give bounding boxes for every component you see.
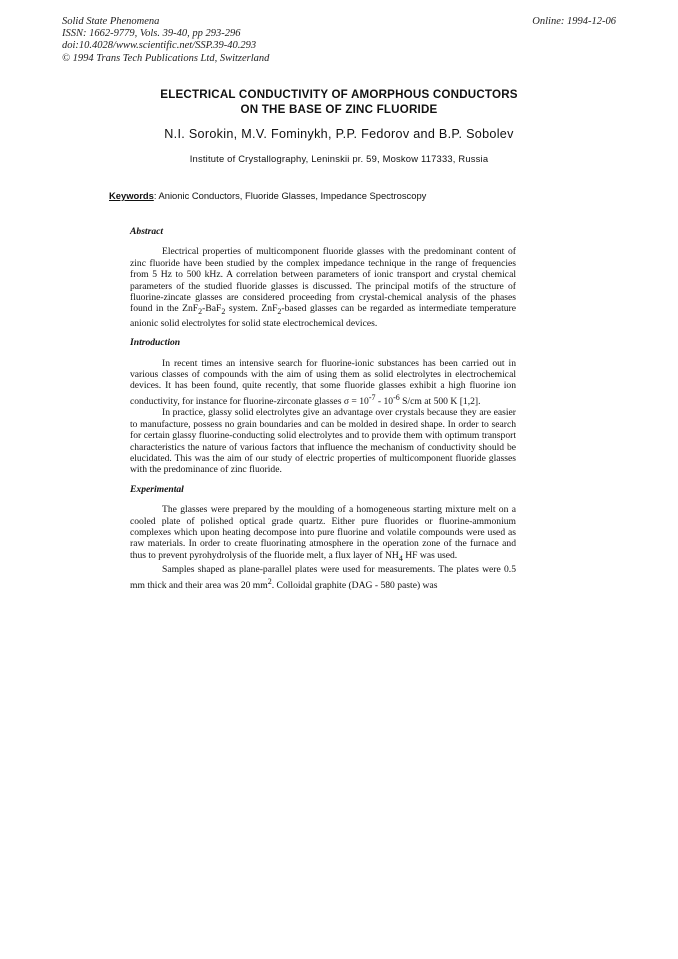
copyright-line: © 1994 Trans Tech Publications Ltd, Switzerland <box>62 52 270 64</box>
doi-link[interactable]: doi:10.4028/www.scientific.net/SSP.39-40.293 <box>62 40 257 52</box>
introduction-paragraph-1: In recent times an intensive search for fluorine-ionic substances has been carried out in various classes of compounds with the aim of using them as solid electrolytes in electrochemical devices. It has been found, quite recently, that some fluoride glasses exhibit a high fluorine ion conductivity, for instance for fluorine-zirconate glasses $\sigma = 10^{-7} - 10^{-6}$ S/cm at 500 K [1,2]. <box>130 357 516 407</box>
affiliation: Institute of Crystallography, Leninskii pr. 59, Moskow 117333, Russia <box>189 153 489 164</box>
author-list: N.I. Sorokin, M.V. Fominykh, P.P. Fedorov and B.P. Sobolev <box>164 127 514 141</box>
title-line-2: ON THE BASE OF ZINC FLUORIDE <box>240 103 438 116</box>
introduction-paragraph-2: In practice, glassy solid electrolytes give an advantage over crystals because they are easier to manufacture, possess no grain boundaries and can be molded in desired shape. In order to search for certain glassy fluorine-conducting solid electrolytes and to provide them with optimum transport characteristics the nature of various factors that influence the mechanism of conductivity should be elucidated. This was the aim of our study of electric properties of multicomponent fluoride glasses with the predominance of zinc fluoride. <box>130 407 516 476</box>
keywords-label: Keywords <box>109 190 154 201</box>
experimental-paragraph-1: The glasses were prepared by the moulding of a homogeneous starting mixture melt on a cooled plate of polished optical grade quartz. Either pure fluorides or fluorine-ammonium complexes which upon heating decompose into pure fluorine and volatile compounds were used as raw materials. In order to create fluorinating atmosphere in the operation zone of the furnace and thus to prevent pyrohydrolysis of the fluoride melt, a flux layer of $NH_4$ HF was used. <box>130 504 516 563</box>
keywords-line <box>109 190 426 201</box>
paper-title <box>0 87 678 117</box>
introduction-heading: Introduction <box>130 337 181 349</box>
body-text <box>130 226 516 591</box>
abstract-heading: Abstract <box>130 226 164 237</box>
publication-header <box>62 16 269 65</box>
experimental-paragraph-2: Samples shaped as plane-parallel plates were used for measurements. The plates were 0.5 mm thick and their area was 20 $mm^2$. Colloidal graphite (DAG - 580 paste) was <box>130 564 516 591</box>
experimental-heading: Experimental <box>130 483 184 495</box>
abstract-paragraph: Electrical properties of multicomponent fluoride glasses with the predominant content of zinc fluoride have been studied by the complex impedance technique in the range of frequencies from 5 Hz to 500 kHz. A correlation between parameters of ionic transport and crystal chemical parameters of the studied fluoride glasses is discussed. The principal motifs of the structure of fluorine-zincate glasses are considered proceeding from crystal-chemical analysis of the phases found in the ZnF$_2$-BaF$_2$ system. ZnF$_2$-based glasses can be regarded as intermediate temperature anionic solid electrolytes for solid state electrochemical devices. <box>130 246 516 329</box>
journal-name: Solid State Phenomena <box>62 16 160 27</box>
title-line-1: ELECTRICAL CONDUCTIVITY OF AMORPHOUS CONDUCTORS <box>160 88 518 101</box>
issn-line: ISSN: 1662-9779, Vols. 39-40, pp 293-296 <box>62 28 241 40</box>
keywords-list: : Anionic Conductors, Fluoride Glasses, Impedance Spectroscopy <box>153 190 427 201</box>
online-date: Online: 1994-12-06 <box>532 16 616 27</box>
